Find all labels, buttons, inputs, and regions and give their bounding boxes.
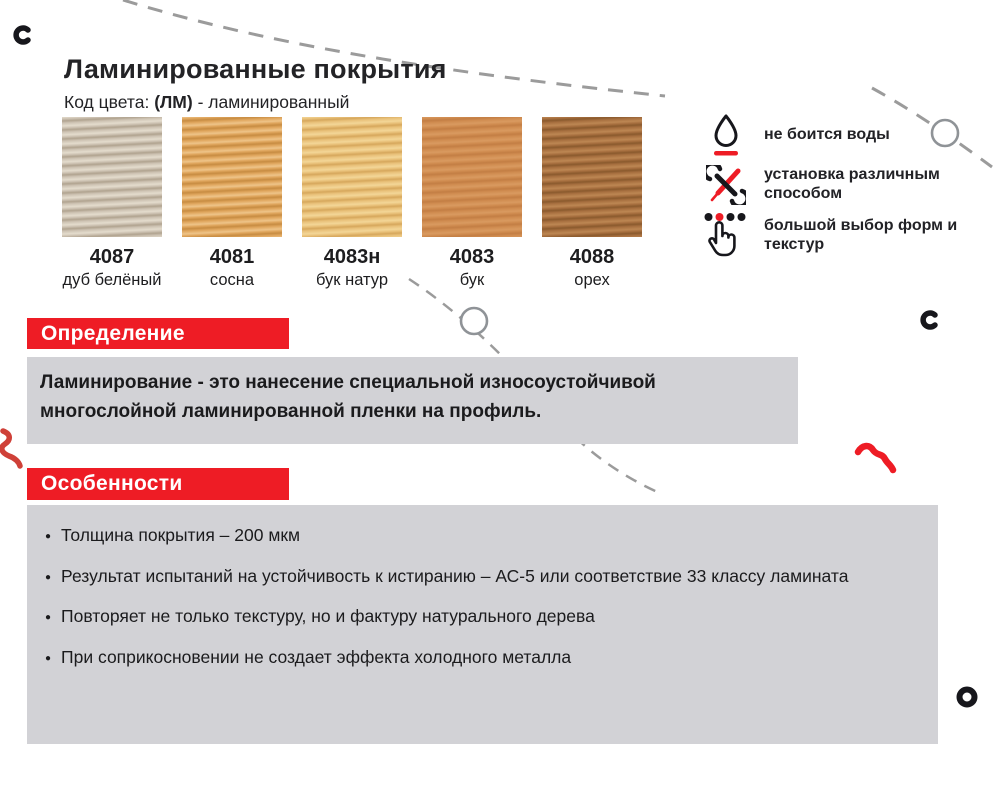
code-suffix: - ламинированный [197,92,350,112]
definition-panel [27,357,798,444]
page-title: Ламинированные покрытия [64,54,447,84]
feature-item: ● Повторяет не только текстуру, но и фактуру натурального дерева [45,601,914,633]
benefits-list [703,112,976,266]
features-header [27,468,289,500]
tools-icon [703,165,749,205]
swatch-code: 4083н [323,246,381,268]
comma-mark-top-left [16,28,28,42]
swatch-cell [62,117,162,290]
red-squiggle-right [858,446,893,470]
benefit-row [703,112,976,158]
features-list [45,520,914,673]
features-panel [27,505,938,744]
features-heading: Особенности [41,472,183,495]
wood-swatch-4083 [422,117,522,237]
benefit-label: большой выбор форм и текстур [764,216,958,253]
benefit-label: не боится воды [764,125,890,143]
comma-mark-right [923,313,935,327]
wood-swatch-4087 [62,117,162,237]
swatch-cell [422,117,522,290]
code-value: (ЛМ) [154,92,193,112]
red-squiggle-left [2,431,20,466]
feature-item: ● Толщина покрытия – 200 мкм [45,520,914,552]
wood-swatch-4083n [302,117,402,237]
swatch-code: 4081 [209,246,255,268]
wood-swatch-4088 [542,117,642,237]
swatch-cell [182,117,282,290]
water-drop-icon [703,112,749,158]
benefit-row [703,165,976,205]
benefit-label: установка различным способом [764,166,940,202]
swatch-name: бук натур [315,271,389,289]
definition-header [27,318,289,349]
wood-swatch-4081 [182,117,282,237]
title-block [64,54,447,113]
swatch-code: 4088 [569,246,615,268]
feature-item: ● Результат испытаний на устойчивость к истиранию – АС-5 или соответствие 33 классу ламината [45,561,914,593]
color-code-subtitle [64,92,447,113]
swatch-row [62,117,642,290]
tap-hand-icon [703,212,749,259]
swatch-code: 4087 [89,246,135,268]
swatch-name: дуб белёный [62,271,162,289]
swatch-cell [542,117,642,290]
swatch-name: орех [574,271,610,289]
code-label: Код цвета: [64,92,150,112]
swatch-name: бук [459,271,485,289]
swatch-label [517,246,667,290]
definition-heading: Определение [41,321,185,345]
benefit-row [703,212,976,259]
swatch-code: 4083 [449,246,495,268]
swatch-name: сосна [209,271,255,289]
circle-marker-middle [461,308,487,334]
definition-text: Ламинирование - это нанесение специальной износоустойчивой многослойной ламинированной пленки на профиль. [40,372,656,422]
feature-item: ● При соприкосновении не создает эффекта холодного металла [45,642,914,674]
swatch-cell [302,117,402,290]
donut-mark-bottom-right [960,690,975,705]
